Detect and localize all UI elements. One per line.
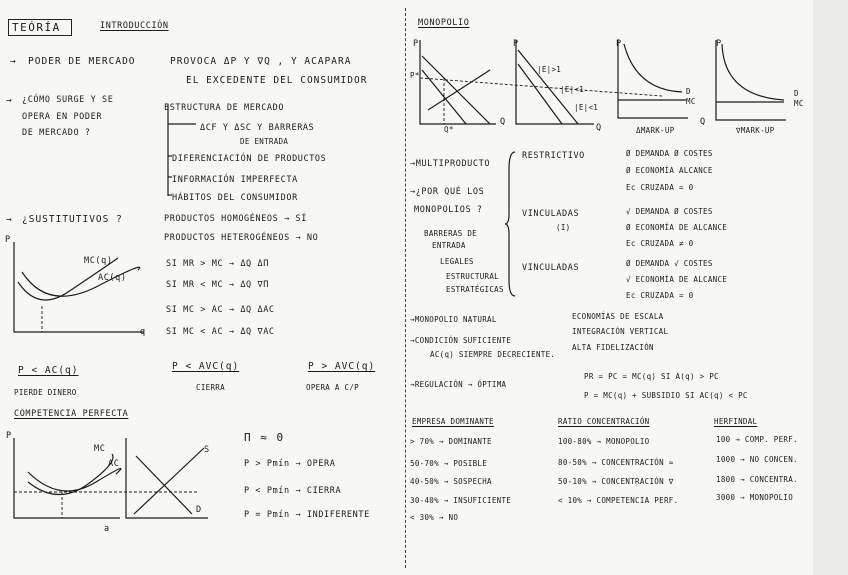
dom-row: > 70% → DOMINANTE bbox=[410, 437, 492, 446]
poder-label: PODER DE MERCADO bbox=[28, 56, 136, 67]
markup-down: ∇MARK-UP bbox=[736, 126, 775, 135]
mono4-axis-p: P bbox=[716, 39, 722, 49]
vinc2-label: VINCULADAS bbox=[522, 263, 580, 273]
nat-b: INTEGRACIÓN VERTICAL bbox=[572, 327, 669, 336]
dom-row: 30-40% → INSUFICIENTE bbox=[410, 496, 512, 505]
surge-item-2: DIFERENCIACIÓN DE PRODUCTOS bbox=[172, 154, 327, 164]
cond-1: P < AC(q) bbox=[18, 365, 79, 376]
surge-item-3: INFORMACIÓN IMPERFECTA bbox=[172, 175, 298, 185]
legales: LEGALES bbox=[440, 257, 474, 266]
ratio-row: < 10% → COMPETENCIA PERF. bbox=[558, 496, 679, 505]
vinc2-c: Ec CRUZADA = 0 bbox=[626, 291, 694, 300]
barreras-2: ENTRADA bbox=[432, 241, 466, 250]
dom-row: 50-70% → POSIBLE bbox=[410, 459, 488, 468]
dom-row: < 30% → NO bbox=[410, 513, 459, 522]
markup-up: ΔMARK-UP bbox=[636, 126, 675, 135]
comp-cierra: P < Pmín → CIERRA bbox=[244, 486, 342, 496]
mono3-d: D bbox=[686, 87, 691, 96]
arrow-icon: → bbox=[6, 95, 13, 106]
mono2-axis-q: Q bbox=[596, 123, 602, 133]
comp-opera: P > Pmín → OPERA bbox=[244, 459, 336, 469]
mono3-mc: MC bbox=[686, 97, 696, 106]
comp-axis-p: P bbox=[6, 431, 12, 441]
reg-f1: PR = PC = MC(q) SI A(q) > PC bbox=[584, 372, 719, 381]
ratio-row: 80-50% → CONCENTRACIÓN ≈ bbox=[558, 458, 674, 467]
elast-1: |E|>1 bbox=[537, 65, 562, 74]
sust-question: ¿SUSTITUTIVOS ? bbox=[22, 214, 123, 225]
surge-q2: OPERA EN PODER bbox=[22, 112, 103, 122]
arrow-icon: → bbox=[6, 214, 13, 225]
sust-answer-2: PRODUCTOS HETEROGÉNEOS → NO bbox=[164, 233, 319, 243]
page-subtitle: INTRODUCCIÓN bbox=[100, 21, 169, 31]
comp-d: D bbox=[196, 505, 202, 515]
surge-bracket bbox=[160, 100, 180, 200]
surge-q3: DE MERCADO ? bbox=[22, 128, 91, 138]
barreras-1: BARRERAS DE bbox=[424, 229, 477, 238]
vinc1-num: (I) bbox=[556, 223, 571, 232]
rule-2: SI MR < MC → ΔQ ∇Π bbox=[166, 280, 269, 290]
vinc2-a: Ø DEMANDA √ COSTES bbox=[626, 259, 713, 268]
nat-c: ALTA FIDELIZACIÓN bbox=[572, 343, 654, 352]
nat-a: ECONOMÍAS DE ESCALA bbox=[572, 312, 664, 321]
herf-row: 100 → COMP. PERF. bbox=[716, 435, 798, 444]
cond-2-result: CIERRA bbox=[196, 383, 225, 392]
vinc1-b: Ø ECONOMÍA DE ALCANCE bbox=[626, 223, 728, 232]
rule-1: SI MR > MC → ΔQ ΔΠ bbox=[166, 259, 269, 269]
mono2-axis-p: P bbox=[513, 39, 519, 49]
g1-axis-x: q bbox=[140, 327, 146, 337]
surge-item-1b: ΔCF Y ΔSC Y BARRERAS bbox=[200, 123, 315, 133]
mono3-axis-p: P bbox=[616, 39, 622, 49]
mono-graphs bbox=[412, 40, 812, 140]
por-que-2: MONOPOLIOS ? bbox=[414, 205, 483, 215]
reg-label: →REGULACIÓN → ÓPTIMA bbox=[410, 380, 507, 389]
g1-axis-y: P bbox=[5, 235, 11, 245]
herf-row: 1000 → NO CONCEN. bbox=[716, 455, 798, 464]
herf-title: HERFINDAL bbox=[714, 417, 758, 426]
surge-item-1: ESTRUCTURA DE MERCADO bbox=[164, 103, 285, 113]
nat-cond: →CONDICIÓN SUFICIENTE bbox=[410, 336, 512, 345]
herf-row: 3000 → MONOPOLIO bbox=[716, 493, 794, 502]
herf-row: 1800 → CONCENTRA. bbox=[716, 475, 798, 484]
g1-ac-label: AC(q) bbox=[98, 273, 127, 283]
sust-answer-1: PRODUCTOS HOMOGÉNEOS → SÍ bbox=[164, 214, 307, 224]
mono-qstar: Q* bbox=[444, 125, 454, 134]
ratio-row: 50-10% → CONCENTRACIÓN ∇ bbox=[558, 477, 674, 486]
nat-label: →MONOPOLIO NATURAL bbox=[410, 315, 497, 324]
restr-c: Ec CRUZADA = 0 bbox=[626, 183, 694, 192]
surge-q1: ¿CÓMO SURGE Y SE bbox=[22, 95, 114, 105]
comp-profit: Π ≈ 0 bbox=[244, 431, 285, 444]
por-que-1: →¿POR QUÉ LOS bbox=[410, 187, 485, 197]
multi-label: →MULTIPRODUCTO bbox=[410, 159, 491, 169]
ratio-title: RATIO CONCENTRACIÓN bbox=[558, 417, 650, 426]
cond-2: P < AVC(q) bbox=[172, 361, 240, 372]
poder-effect-2: EL EXCEDENTE DEL CONSUMIDOR bbox=[186, 75, 368, 86]
page-title: TEÓRÍA bbox=[12, 21, 61, 34]
cost-curves-graph bbox=[8, 240, 158, 340]
poder-effect-1: PROVOCA ΔP Y ∇Q , Y ACAPARA bbox=[170, 56, 352, 67]
comp-ac: AC bbox=[108, 459, 120, 469]
nat-ac: AC(q) SIEMPRE DECRECIENTE. bbox=[430, 350, 556, 359]
vinc1-label: VINCULADAS bbox=[522, 209, 580, 219]
vinc2-b: √ ECONOMÍA DE ALCANCE bbox=[626, 275, 728, 284]
estructural: ESTRUCTURAL bbox=[446, 272, 499, 281]
mono3-axis-q: Q bbox=[700, 117, 706, 127]
rule-3: SI MC > AC → ΔQ ΔAC bbox=[166, 305, 275, 315]
g1-mc-label: MC(q) bbox=[84, 256, 113, 266]
surge-item-1c: DE ENTRADA bbox=[240, 137, 289, 146]
comp-mc: MC bbox=[94, 444, 106, 454]
page-divider bbox=[405, 8, 406, 568]
reg-f2: P = MC(q) + SUBSIDIO SI AC(q) < PC bbox=[584, 391, 748, 400]
elast-3: |E|<1 bbox=[574, 103, 599, 112]
cond-3: P > AVC(q) bbox=[308, 361, 376, 372]
restr-a: Ø DEMANDA Ø COSTES bbox=[626, 149, 713, 158]
mono-pstar: P* bbox=[410, 71, 420, 80]
vinc1-a: √ DEMANDA Ø COSTES bbox=[626, 207, 713, 216]
restr-b: Ø ECONOMÍA ALCANCE bbox=[626, 166, 713, 175]
cond-3-result: OPERA A C/P bbox=[306, 383, 359, 392]
estrategicas: ESTRATÉGICAS bbox=[446, 285, 504, 294]
mono-axis-q: Q bbox=[500, 117, 506, 127]
rule-4: SI MC < AC → ΔQ ∇AC bbox=[166, 327, 275, 337]
mono4-d: D bbox=[794, 89, 799, 98]
mono-axis-p: P bbox=[413, 39, 419, 49]
arrow-icon: → bbox=[10, 56, 17, 67]
dom-row: 40-50% → SOSPECHA bbox=[410, 477, 492, 486]
comp-graph bbox=[6, 431, 228, 534]
restr-label: RESTRICTIVO bbox=[522, 151, 585, 161]
mono4-mc: MC bbox=[794, 99, 804, 108]
dom-title: EMPRESA DOMINANTE bbox=[412, 417, 494, 426]
comp-axis-a: a bbox=[104, 524, 110, 534]
elast-2: |E|<1 bbox=[560, 85, 585, 94]
cond-1-result: PIERDE DINERO bbox=[14, 388, 77, 397]
multi-bracket bbox=[505, 150, 519, 300]
comp-s: S bbox=[204, 445, 210, 455]
vinc1-c: Ec CRUZADA ≠ 0 bbox=[626, 239, 694, 248]
comp-indif: P = Pmín → INDIFERENTE bbox=[244, 510, 370, 520]
page-edge bbox=[813, 0, 848, 575]
ratio-row: 100-80% → MONOPOLIO bbox=[558, 437, 650, 446]
mono-title: MONOPOLIO bbox=[418, 18, 470, 28]
surge-item-4: HÁBITOS DEL CONSUMIDOR bbox=[172, 193, 298, 203]
comp-title: COMPETENCIA PERFECTA bbox=[14, 409, 129, 419]
